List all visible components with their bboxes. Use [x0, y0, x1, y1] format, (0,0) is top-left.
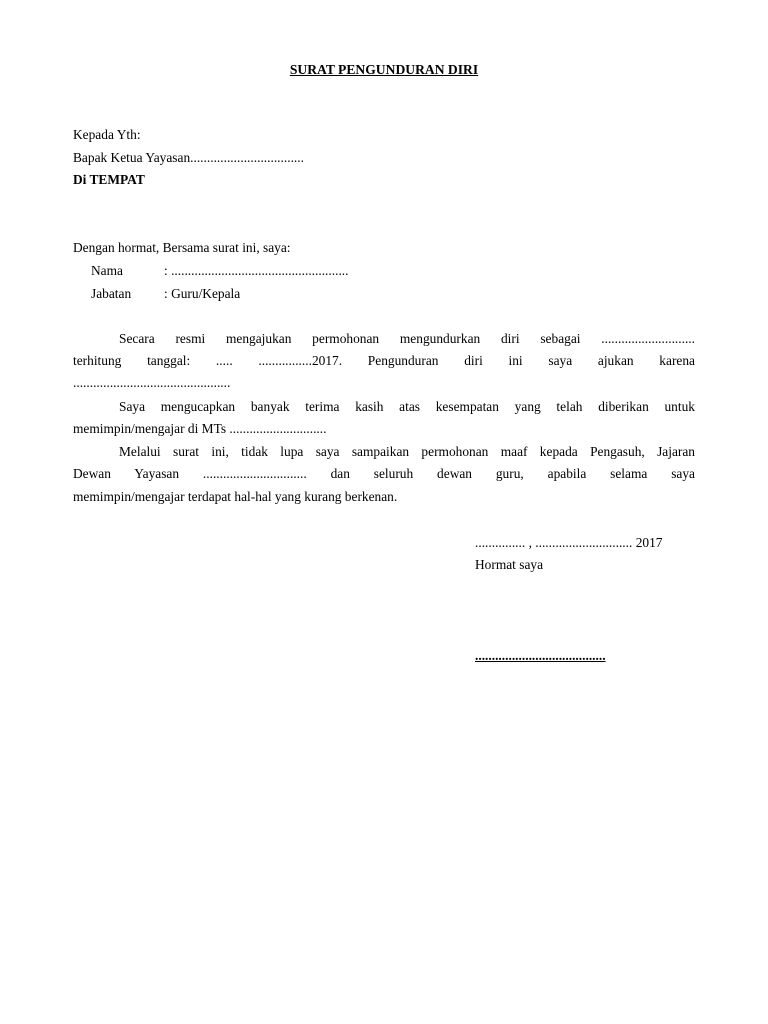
recipient-line-2: Bapak Ketua Yayasan..................................: [73, 150, 304, 165]
paragraph-1-line-3: ...............................................: [73, 375, 231, 390]
recipient-line-3: Di TEMPAT: [73, 172, 145, 187]
paragraph-1-line-1: Secara resmi mengajukan permohonan mengundurkan diri sebagai ............................: [119, 331, 695, 346]
paragraph-2-line-2: memimpin/mengajar di MTs .............................: [73, 421, 327, 436]
letter-title: SURAT PENGUNDURAN DIRI: [289, 62, 479, 77]
paragraph-3-line-2: Dewan Yayasan ............................... dan seluruh dewan guru, apabila selama saya: [73, 466, 695, 481]
field-label-position: Jabatan: [91, 286, 132, 301]
signature-line: .......................................: [475, 648, 606, 663]
paragraph-3-line-1: Melalui surat ini, tidak lupa saya sampaikan permohonan maaf kepada Pengasuh, Jajaran: [119, 444, 695, 459]
recipient-line-1: Kepada Yth:: [73, 127, 141, 142]
paragraph-3-line-3: memimpin/mengajar terdapat hal-hal yang kurang berkenan.: [73, 489, 398, 504]
field-value-name: : .....................................................: [164, 263, 349, 278]
closing-regards: Hormat saya: [475, 557, 544, 572]
intro-text: Dengan hormat, Bersama surat ini, saya:: [73, 240, 291, 255]
paragraph-1-line-2: terhitung tanggal: ..... ................2017. Pengunduran diri ini saya ajukan karena: [73, 353, 695, 368]
closing-date: ............... , ............................. 2017: [475, 535, 663, 550]
field-label-name: Nama: [91, 263, 123, 278]
paragraph-2-line-1: Saya mengucapkan banyak terima kasih atas kesempatan yang telah diberikan untuk: [119, 399, 695, 414]
field-value-position: : Guru/Kepala: [164, 286, 241, 301]
